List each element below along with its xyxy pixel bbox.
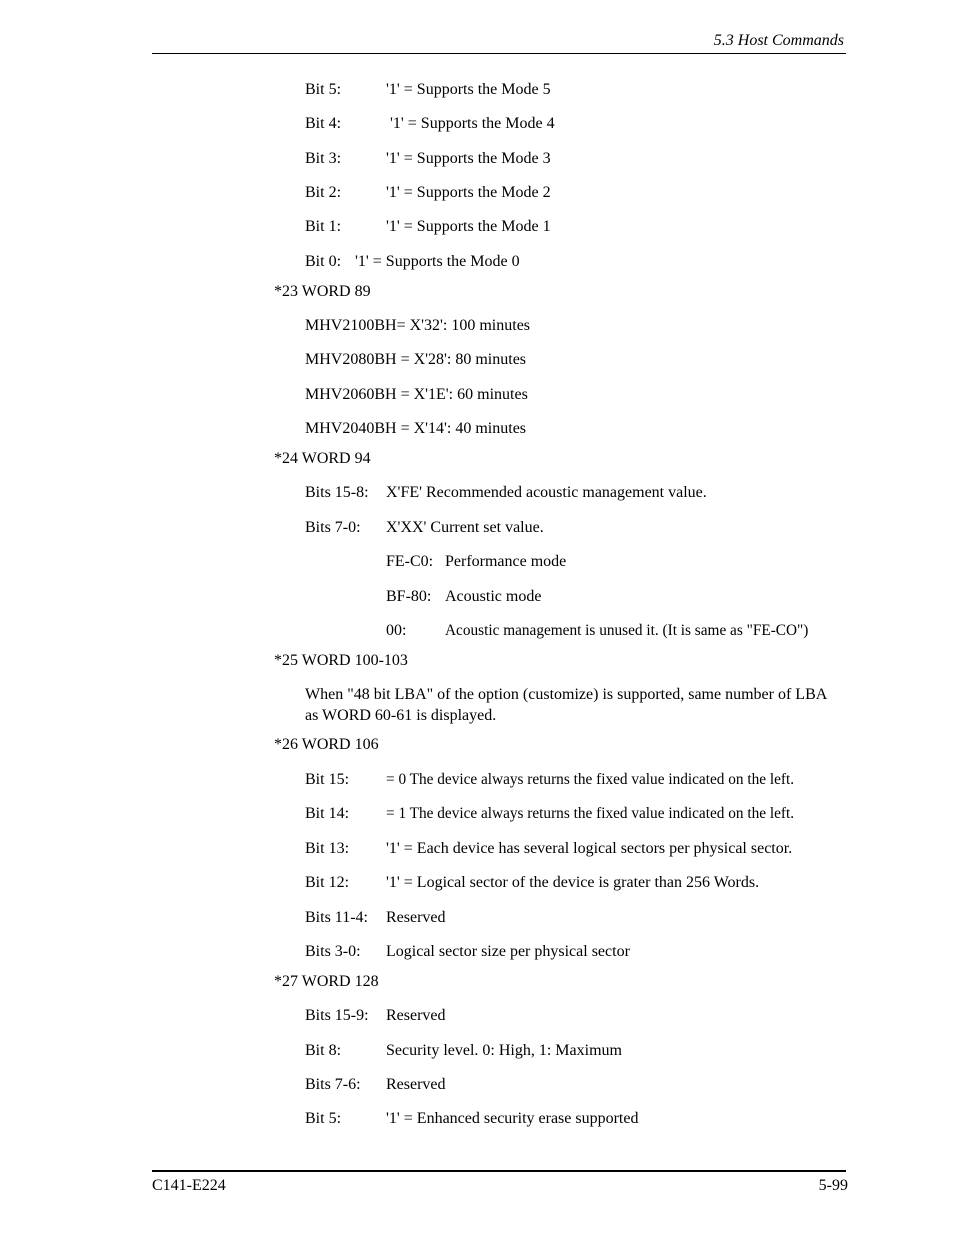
bit-desc: '1' = Supports the Mode 5 [386,81,551,98]
page-number: 5-99 [818,1177,848,1194]
section-heading: *25 WORD 100-103 [274,652,408,669]
bit-row: Bits 11-4: [305,909,368,926]
bit-row: Bit 14: [305,805,350,822]
bit-desc: Reserved [386,1076,446,1093]
running-header: 5.3 Host Commands [713,32,844,49]
bit-desc: X'XX' Current set value. [386,519,544,536]
model-time-line: MHV2100BH= X'32': 100 minutes [305,317,531,334]
value-label: BF-80: [386,588,432,605]
bit-row: Bit 0: [305,253,342,270]
bit-desc: = 1 The device always returns the fixed value indicated on the left. [386,805,795,822]
bit-row: Bit 13: [305,840,350,857]
bit-desc: '1' = Supports the Mode 2 [386,184,551,201]
bit-desc: '1' = Supports the Mode 4 [390,115,555,132]
bit-row: Bit 2: [305,184,342,201]
value-desc: Performance mode [445,553,567,570]
bit-row: Bit 5: [305,81,342,98]
document-id: C141-E224 [152,1177,226,1194]
model-time-line: MHV2080BH = X'28': 80 minutes [305,351,527,368]
model-time-line: MHV2040BH = X'14': 40 minutes [305,420,527,437]
bit-desc: = 0 The device always returns the fixed value indicated on the left. [386,771,795,788]
bit-desc: '1' = Supports the Mode 1 [386,218,551,235]
bit-row: Bit 3: [305,150,342,167]
footer-rule [152,1170,846,1172]
bit-desc: Security level. 0: High, 1: Maximum [386,1042,622,1059]
bit-row: Bit 12: [305,874,350,891]
model-time-line: MHV2060BH = X'1E': 60 minutes [305,386,528,403]
bit-row: Bits 7-0: [305,519,361,536]
bit-row: Bits 3-0: [305,943,361,960]
section-heading: *27 WORD 128 [274,973,379,990]
bit-row: Bit 4: [305,115,342,132]
bit-row: Bit 5: [305,1110,342,1127]
bit-row: Bits 7-6: [305,1076,361,1093]
bit-desc: '1' = Logical sector of the device is grater than 256 Words. [386,874,760,891]
value-desc: Acoustic mode [445,588,542,605]
header-rule [152,53,846,54]
section-heading: *23 WORD 89 [274,283,371,300]
bit-row: Bit 8: [305,1042,342,1059]
bit-row: Bit 15: [305,771,350,788]
bit-desc: '1' = Supports the Mode 3 [386,150,551,167]
description-paragraph: When "48 bit LBA" of the option (customize) is supported, same number of LBA as WORD 60-61 is displayed. [305,686,827,724]
bit-desc: '1' = Each device has several logical sectors per physical sector. [386,840,793,857]
section-heading: *24 WORD 94 [274,450,371,467]
bit-desc: Reserved [386,909,446,926]
value-desc: Acoustic management is unused it. (It is same as "FE-CO") [445,622,809,639]
value-label: FE-C0: [386,553,434,570]
bit-desc: Reserved [386,1007,446,1024]
bit-desc: '1' = Supports the Mode 0 [355,253,520,270]
bit-desc: Logical sector size per physical sector [386,943,630,960]
bit-row: Bits 15-9: [305,1007,369,1024]
bit-desc: X'FE' Recommended acoustic management value. [386,484,707,501]
bit-row: Bit 1: [305,218,342,235]
section-heading: *26 WORD 106 [274,736,379,753]
bit-desc: '1' = Enhanced security erase supported [386,1110,639,1127]
bit-row: Bits 15-8: [305,484,369,501]
value-label: 00: [386,622,407,639]
